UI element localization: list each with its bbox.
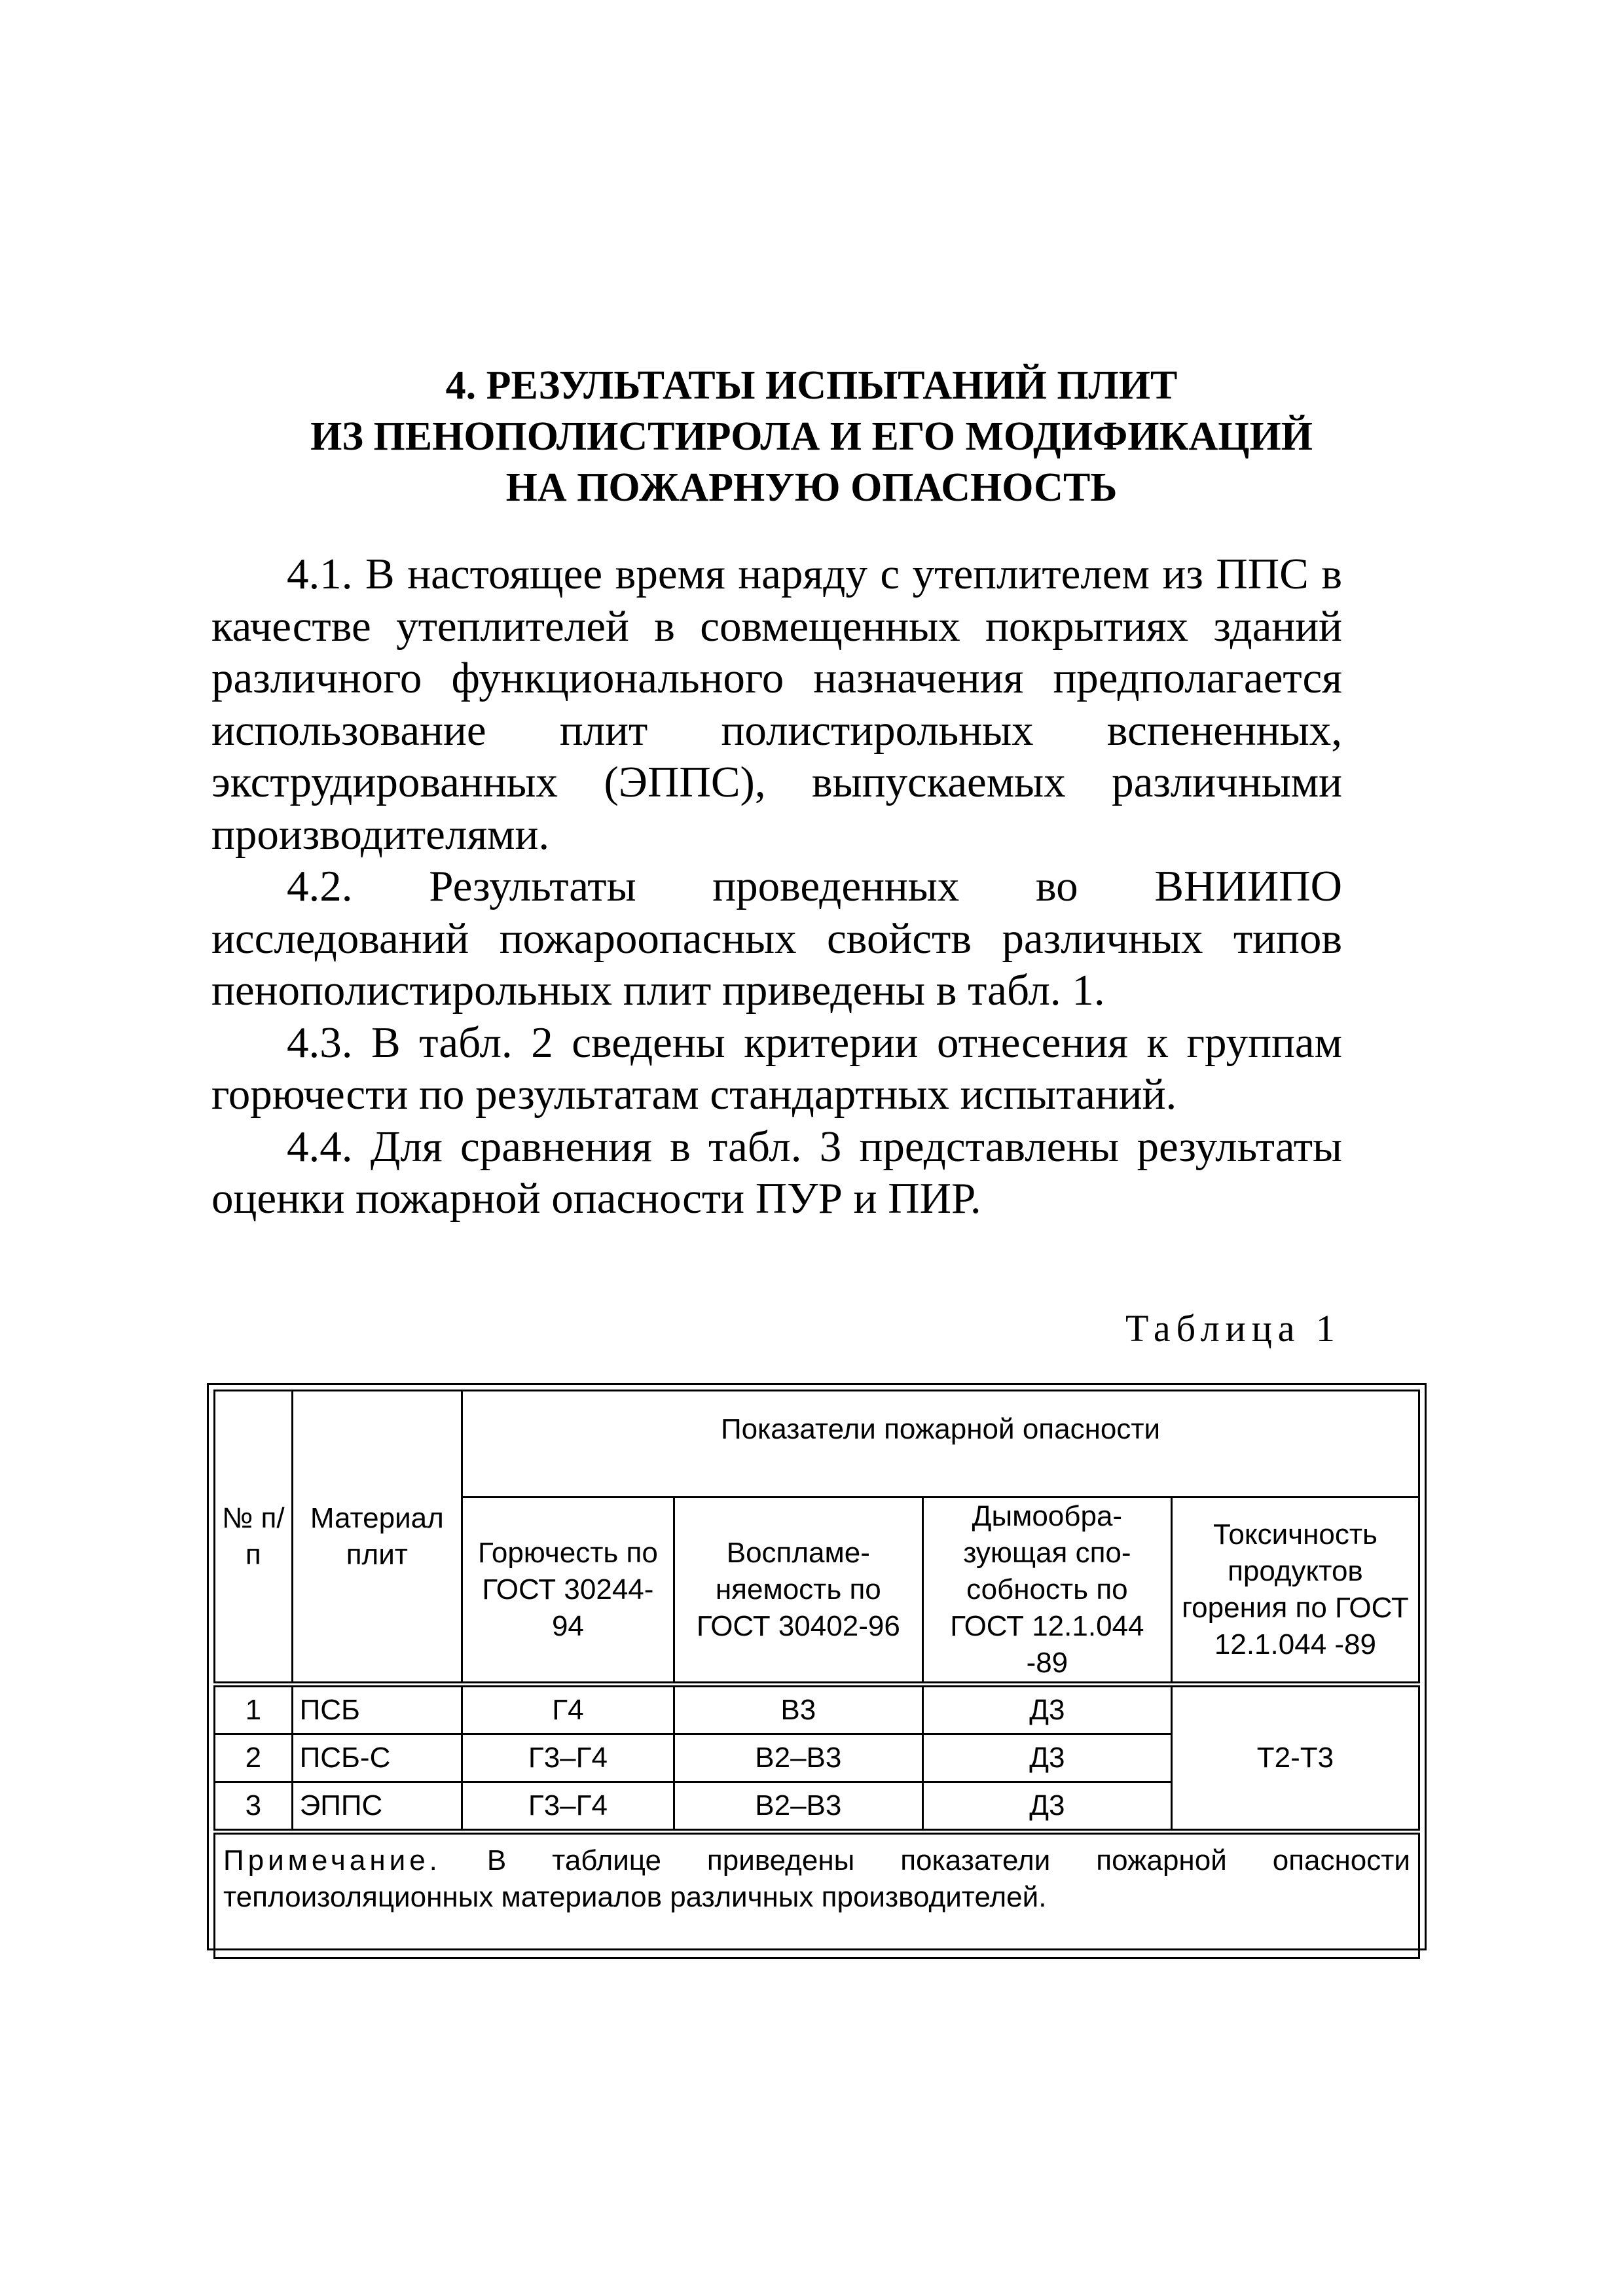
cell-flammability: В2–В3 <box>674 1734 922 1782</box>
cell-num: 2 <box>215 1734 293 1782</box>
header-combustibility: Горючесть по ГОСТ 30244-94 <box>462 1498 674 1685</box>
paragraph-4-3: 4.3. В табл. 2 сведены критерии отнесения к группам горючести по результатам стандартных испытаний. <box>211 1018 1342 1119</box>
cell-num: 1 <box>215 1685 293 1734</box>
table-note <box>215 1832 1419 1958</box>
heading-line-2: ИЗ ПЕНОПОЛИСТИРОЛА И ЕГО МОДИФИКАЦИЙ <box>310 414 1313 459</box>
cell-smoke: Д3 <box>922 1685 1171 1734</box>
header-material: Материал плит <box>292 1391 462 1685</box>
cell-material: ЭППС <box>292 1782 462 1832</box>
body-text <box>211 548 1342 1225</box>
cell-combustibility: Г3–Г4 <box>462 1734 674 1782</box>
paragraph-4-2: 4.2. Результаты проведенных во ВНИИПО исследований пожароопасных свойств различных типов пенополистирольных плит приведены в табл. 1. <box>211 862 1342 1014</box>
note-label: Примечание. <box>223 1844 441 1876</box>
paragraph-4-1: 4.1. В настоящее время наряду с утеплителем из ППС в качестве утеплителей в совмещенных покрытиях зданий различного функционального назначения предполагается использование плит полистирольных вспененных, экструдированных (ЭППС), выпускаемых различными производителями. <box>211 550 1342 859</box>
table-header-row-1 <box>215 1391 1419 1498</box>
cell-material: ПСБ <box>292 1685 462 1734</box>
header-num: № п/п <box>215 1391 293 1685</box>
heading-line-3: НА ПОЖАРНУЮ ОПАСНОСТЬ <box>505 465 1118 510</box>
cell-combustibility: Г4 <box>462 1685 674 1734</box>
table-caption: Таблица 1 <box>1125 1307 1341 1350</box>
table-1-frame <box>207 1383 1427 1950</box>
cell-flammability: В2–В3 <box>674 1782 922 1832</box>
header-smoke: Дымообра-зующая спо-собность по ГОСТ 12.1.044 -89 <box>922 1498 1171 1685</box>
cell-toxicity: Т2-Т3 <box>1171 1685 1419 1832</box>
table-1 <box>213 1390 1420 1959</box>
cell-material: ПСБ-С <box>292 1734 462 1782</box>
table-row <box>215 1685 1419 1734</box>
heading-line-1: 4. РЕЗУЛЬТАТЫ ИСПЫТАНИЙ ПЛИТ <box>445 363 1178 408</box>
table-note-row <box>215 1832 1419 1958</box>
section-heading <box>0 360 1623 513</box>
cell-combustibility: Г3–Г4 <box>462 1782 674 1832</box>
cell-smoke: Д3 <box>922 1782 1171 1832</box>
header-group: Показатели пожарной опасности <box>462 1391 1419 1498</box>
cell-num: 3 <box>215 1782 293 1832</box>
header-flammability: Воспламе-няемость по ГОСТ 30402-96 <box>674 1498 922 1685</box>
paragraph-4-4: 4.4. Для сравнения в табл. 3 представлены результаты оценки пожарной опасности ПУР и ПИР. <box>211 1122 1342 1223</box>
header-toxicity: Токсичность продуктов горения по ГОСТ 12.1.044 -89 <box>1171 1498 1419 1685</box>
note-text: В таблице приведены показатели пожарной опасности теплоизоляционных материалов различных производителей. <box>223 1844 1410 1913</box>
cell-smoke: Д3 <box>922 1734 1171 1782</box>
cell-flammability: В3 <box>674 1685 922 1734</box>
